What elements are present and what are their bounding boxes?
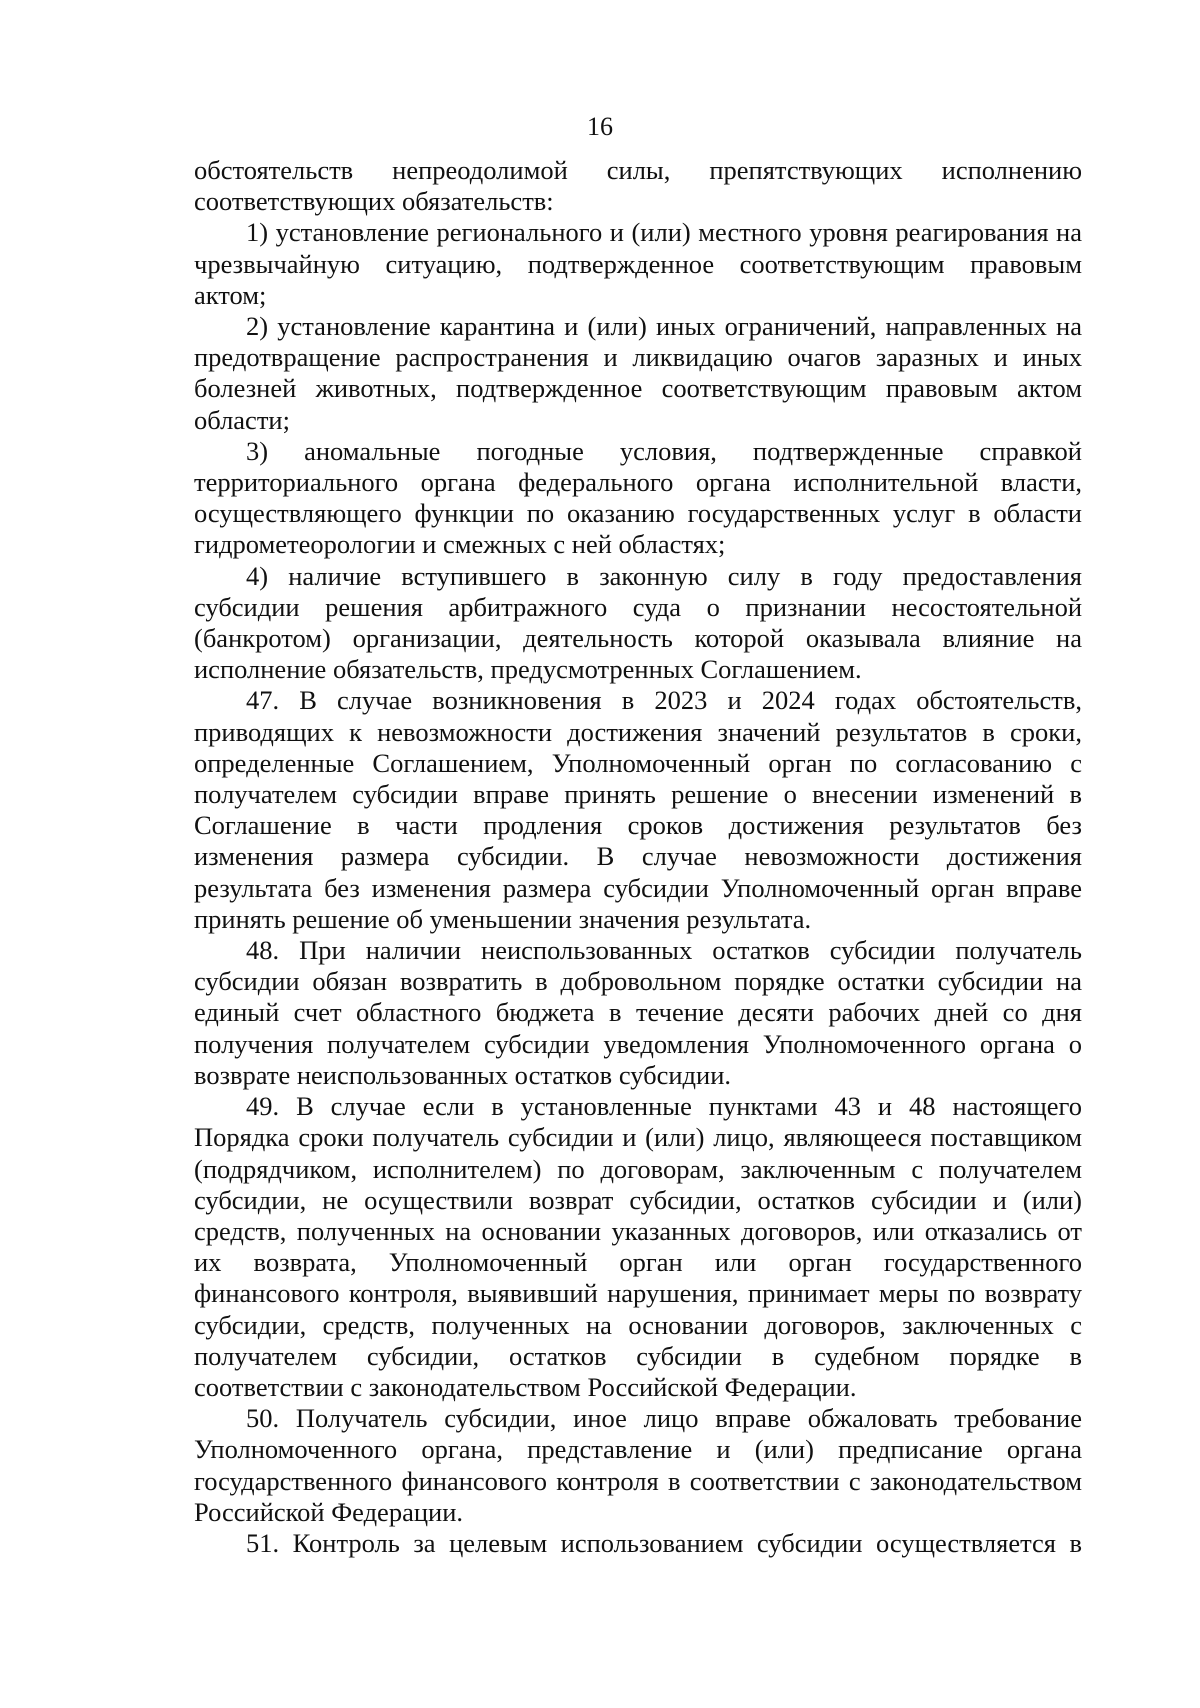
text-line: 48. При наличии неиспользованных остатков субсидии получатель xyxy=(246,935,1082,966)
text-line: получателем субсидии, остатков субсидии в судебном порядке в xyxy=(194,1340,1082,1371)
text-line: государственного финансового контроля в соответствии с законодательством xyxy=(194,1465,1082,1496)
text-line: получения получателем субсидии уведомления Уполномоченного органа о xyxy=(194,1028,1082,1059)
text-line: 1) установление регионального и (или) местного уровня реагирования на xyxy=(246,217,1082,248)
text-line: их возврата, Уполномоченный орган или орган государственного xyxy=(194,1247,1082,1278)
text-line: болезней животных, подтвержденное соответствующим правовым актом xyxy=(194,373,1082,404)
text-line: Соглашение в части продления сроков достижения результатов без xyxy=(194,810,1082,841)
text-line: изменения размера субсидии. В случае невозможности достижения xyxy=(194,841,1082,872)
text-line: 49. В случае если в установленные пунктами 43 и 48 настоящего xyxy=(246,1091,1082,1122)
text-line: субсидии, средств, полученных на основании договоров, заключенных с xyxy=(194,1309,1082,1340)
text-line: чрезвычайную ситуацию, подтвержденное соответствующим правовым xyxy=(194,248,1082,279)
text-line: единый счет областного бюджета в течение десяти рабочих дней со дня xyxy=(194,997,1082,1028)
text-line: 47. В случае возникновения в 2023 и 2024 годах обстоятельств, xyxy=(246,685,1082,716)
text-line: Уполномоченного органа, представление и (или) предписание органа xyxy=(194,1434,1082,1465)
text-line: получателем субсидии вправе принять решение о внесении изменений в xyxy=(194,779,1082,810)
text-line: приводящих к невозможности достижения значений результатов в сроки, xyxy=(194,716,1082,747)
text-line: Российской Федерации. xyxy=(194,1496,463,1527)
text-line: соответствующих обязательств: xyxy=(194,186,554,217)
text-line: субсидии решения арбитражного суда о признании несостоятельной xyxy=(194,591,1082,622)
text-line: определенные Соглашением, Уполномоченный орган по согласованию с xyxy=(194,747,1082,778)
text-line: финансового контроля, выявивший нарушения, принимает меры по возврату xyxy=(194,1278,1082,1309)
text-line: 50. Получатель субсидии, иное лицо вправе обжаловать требование xyxy=(246,1403,1082,1434)
text-line: Порядка сроки получатель субсидии и (или) лицо, являющееся поставщиком xyxy=(194,1122,1082,1153)
text-line: принять решение об уменьшении значения результата. xyxy=(194,903,812,934)
text-line: 4) наличие вступившего в законную силу в году предоставления xyxy=(246,560,1082,591)
text-line: осуществляющего функции по оказанию государственных услуг в области xyxy=(194,498,1082,529)
text-line: субсидии обязан возвратить в добровольном порядке остатки субсидии на xyxy=(194,966,1082,997)
text-line: 3) аномальные погодные условия, подтвержденные справкой xyxy=(246,435,1082,466)
text-line: субсидии, не осуществили возврат субсидии, остатков субсидии и (или) xyxy=(194,1184,1082,1215)
document-body xyxy=(194,155,1082,1559)
text-line: (подрядчиком, исполнителем) по договорам, заключенным с получателем xyxy=(194,1153,1082,1184)
page-number: 16 xyxy=(587,112,613,141)
text-line: 2) установление карантина и (или) иных ограничений, направленных на xyxy=(246,311,1082,342)
text-line: предотвращение распространения и ликвидацию очагов заразных и иных xyxy=(194,342,1082,373)
text-line: области; xyxy=(194,404,290,435)
text-line: соответствии с законодательством Российской Федерации. xyxy=(194,1371,857,1402)
text-line: результата без изменения размера субсидии Уполномоченный орган вправе xyxy=(194,872,1082,903)
text-line: средств, полученных на основании указанных договоров, или отказались от xyxy=(194,1215,1082,1246)
text-line: (банкротом) организации, деятельность которой оказывала влияние на xyxy=(194,623,1082,654)
text-line: гидрометеорологии и смежных с ней областях; xyxy=(194,529,726,560)
text-line: возврате неиспользованных остатков субсидии. xyxy=(194,1059,732,1090)
text-line: территориального органа федерального органа исполнительной власти, xyxy=(194,467,1082,498)
text-line: обстоятельств непреодолимой силы, препятствующих исполнению xyxy=(194,155,1082,185)
text-line: актом; xyxy=(194,279,267,310)
text-line: исполнение обязательств, предусмотренных Соглашением. xyxy=(194,654,862,685)
text-line: 51. Контроль за целевым использованием субсидии осуществляется в xyxy=(246,1527,1082,1558)
